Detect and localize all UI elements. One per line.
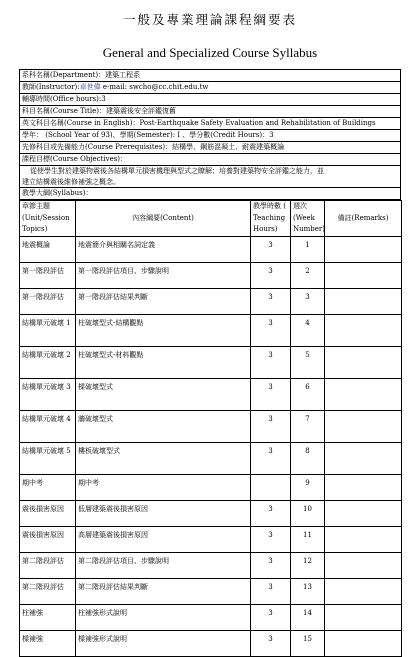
topic-cell: 第一階段評估 (20, 262, 76, 288)
topic-cell: 柱補強 (20, 604, 76, 630)
content-cell: 第一階段評估項目、步驟說明 (76, 262, 251, 288)
topic-cell: 結構單元破壞 4 (20, 410, 76, 442)
hours-cell: 3 (251, 314, 291, 346)
topic-cell: 第二階段評估 (20, 578, 76, 604)
week-cell: 6 (291, 378, 325, 410)
remarks-cell (325, 378, 402, 410)
office-hours-row: 輔導時間(Office hours):3 (19, 94, 401, 106)
topic-cell: 結構單元破壞 3 (20, 378, 76, 410)
syllabus-label-row: 教學大綱(Syllabus)： (19, 188, 401, 200)
course-english-row: 英文科目名稱(Course in English)：Post-Earthquake Safety Evaluation and Rehabilitation of Buildings (19, 118, 401, 130)
remarks-cell (325, 552, 402, 578)
remarks-cell (325, 314, 402, 346)
remarks-cell (325, 526, 402, 552)
table-row (20, 526, 402, 552)
remarks-cell (325, 500, 402, 526)
course-title-row: 科目名稱(Course Title)：建築震後安全評鑑復舊 (19, 106, 401, 118)
week-cell: 3 (291, 288, 325, 314)
remarks-cell (325, 236, 402, 262)
topic-cell: 第一階段評估 (20, 288, 76, 314)
content-cell: 第一階段評估結果判斷 (76, 288, 251, 314)
week-cell: 2 (291, 262, 325, 288)
header-week: 週次 (Week Number) (291, 201, 325, 237)
header-topic: 章節主題 (Unit/Session Topics) (20, 201, 76, 237)
title-english: General and Specialized Course Syllabus (102, 45, 318, 60)
content-cell: 牆破壞型式 (76, 410, 251, 442)
remarks-cell (325, 346, 402, 378)
table-row (20, 578, 402, 604)
department-row: 系科名稱(Department)：建築工程系 (19, 69, 401, 82)
content-cell: 期中考 (76, 474, 251, 500)
table-row (20, 500, 402, 526)
content-cell: 第二階段評估項目、步驟說明 (76, 552, 251, 578)
table-row (20, 378, 402, 410)
week-cell: 10 (291, 500, 325, 526)
table-row (20, 314, 402, 346)
topic-cell: 樑補強 (20, 630, 76, 656)
topic-cell: 結構單元破壞 1 (20, 314, 76, 346)
objectives-line-2: 建立結構震後維修補強之概念。 (22, 177, 120, 186)
syllabus-table (19, 200, 402, 657)
table-row (20, 474, 402, 500)
instructor-label: 教師(Instructor): (22, 83, 80, 91)
remarks-cell (325, 630, 402, 656)
hours-cell: 3 (251, 346, 291, 378)
hours-cell: 3 (251, 604, 291, 630)
instructor-row (19, 82, 401, 94)
table-row (20, 410, 402, 442)
hours-cell: 3 (251, 236, 291, 262)
hours-cell: 3 (251, 526, 291, 552)
week-cell: 5 (291, 346, 325, 378)
table-header-row (20, 201, 402, 237)
hours-cell: 3 (251, 500, 291, 526)
topic-cell: 結構單元破壞 2 (20, 346, 76, 378)
content-cell: 低層建築震後損害原因 (76, 500, 251, 526)
week-cell: 15 (291, 630, 325, 656)
hours-cell: 3 (251, 442, 291, 474)
hours-cell: 3 (251, 578, 291, 604)
instructor-email: e-mail: swcho@cc.chit.edu.tw (100, 83, 209, 91)
content-cell: 第二階段評估結果判斷 (76, 578, 251, 604)
content-cell: 地震簡介與相關名詞定義 (76, 236, 251, 262)
objectives-body (19, 166, 401, 188)
content-cell: 柱補強形式說明 (76, 604, 251, 630)
hours-cell: 3 (251, 288, 291, 314)
content-cell: 樓板破壞型式 (76, 442, 251, 474)
remarks-cell (325, 288, 402, 314)
topic-cell: 第二階段評估 (20, 552, 76, 578)
week-cell: 4 (291, 314, 325, 346)
hours-cell: 3 (251, 262, 291, 288)
header-content: 內容綱要(Content) (76, 201, 251, 237)
topic-cell: 期中考 (20, 474, 76, 500)
hours-cell: 3 (251, 410, 291, 442)
remarks-cell (325, 474, 402, 500)
table-row (20, 288, 402, 314)
year-semester-row: 學年： (School Year of 93)、學期(Semester): I 、學分數(Credit Hours)：3 (19, 130, 401, 142)
remarks-cell (325, 578, 402, 604)
objectives-line-1: 從使學生對於建築物震後各結構單元損害機理與型式之瞭解；培養對建築物安全評鑑之能力，並 (30, 167, 324, 175)
table-row (20, 262, 402, 288)
remarks-cell (325, 410, 402, 442)
week-cell: 9 (291, 474, 325, 500)
hours-cell: 3 (251, 378, 291, 410)
hours-cell (251, 474, 291, 500)
topic-cell: 震後損害原因 (20, 500, 76, 526)
week-cell: 1 (291, 236, 325, 262)
header-hours: 教學時數 ( Teaching Hours) (251, 201, 291, 237)
table-row (20, 346, 402, 378)
week-cell: 11 (291, 526, 325, 552)
content-cell: 高層建築震後損害原因 (76, 526, 251, 552)
content-cell: 樑破壞型式 (76, 378, 251, 410)
topic-cell: 震後損害原因 (20, 526, 76, 552)
week-cell: 14 (291, 604, 325, 630)
week-cell: 8 (291, 442, 325, 474)
week-cell: 13 (291, 578, 325, 604)
topic-cell: 地震概論 (20, 236, 76, 262)
table-row (20, 552, 402, 578)
hours-cell: 3 (251, 552, 291, 578)
week-cell: 12 (291, 552, 325, 578)
prerequisites-row: 先修科目或先備能力(Course Prerequisites)：結構學、鋼筋混凝土、耐震建築概論 (19, 142, 401, 154)
remarks-cell (325, 604, 402, 630)
objectives-label-row: 課程目標(Course Objectives)： (19, 154, 401, 166)
content-cell: 柱破壞型式-材料觀點 (76, 346, 251, 378)
content-cell: 樑補強形式說明 (76, 630, 251, 656)
remarks-cell (325, 442, 402, 474)
header-remarks: 備註(Remarks) (325, 201, 402, 237)
table-row (20, 236, 402, 262)
content-cell: 柱破壞型式-結構觀點 (76, 314, 251, 346)
instructor-name: 卓世偉 (79, 83, 101, 91)
table-row (20, 442, 402, 474)
topic-cell: 結構單元破壞 5 (20, 442, 76, 474)
title-chinese: 一般及專業理論課程綱要表 (122, 12, 297, 27)
remarks-cell (325, 262, 402, 288)
hours-cell: 3 (251, 630, 291, 656)
syllabus-frame (19, 69, 401, 657)
week-cell: 7 (291, 410, 325, 442)
table-row (20, 604, 402, 630)
table-row (20, 630, 402, 656)
